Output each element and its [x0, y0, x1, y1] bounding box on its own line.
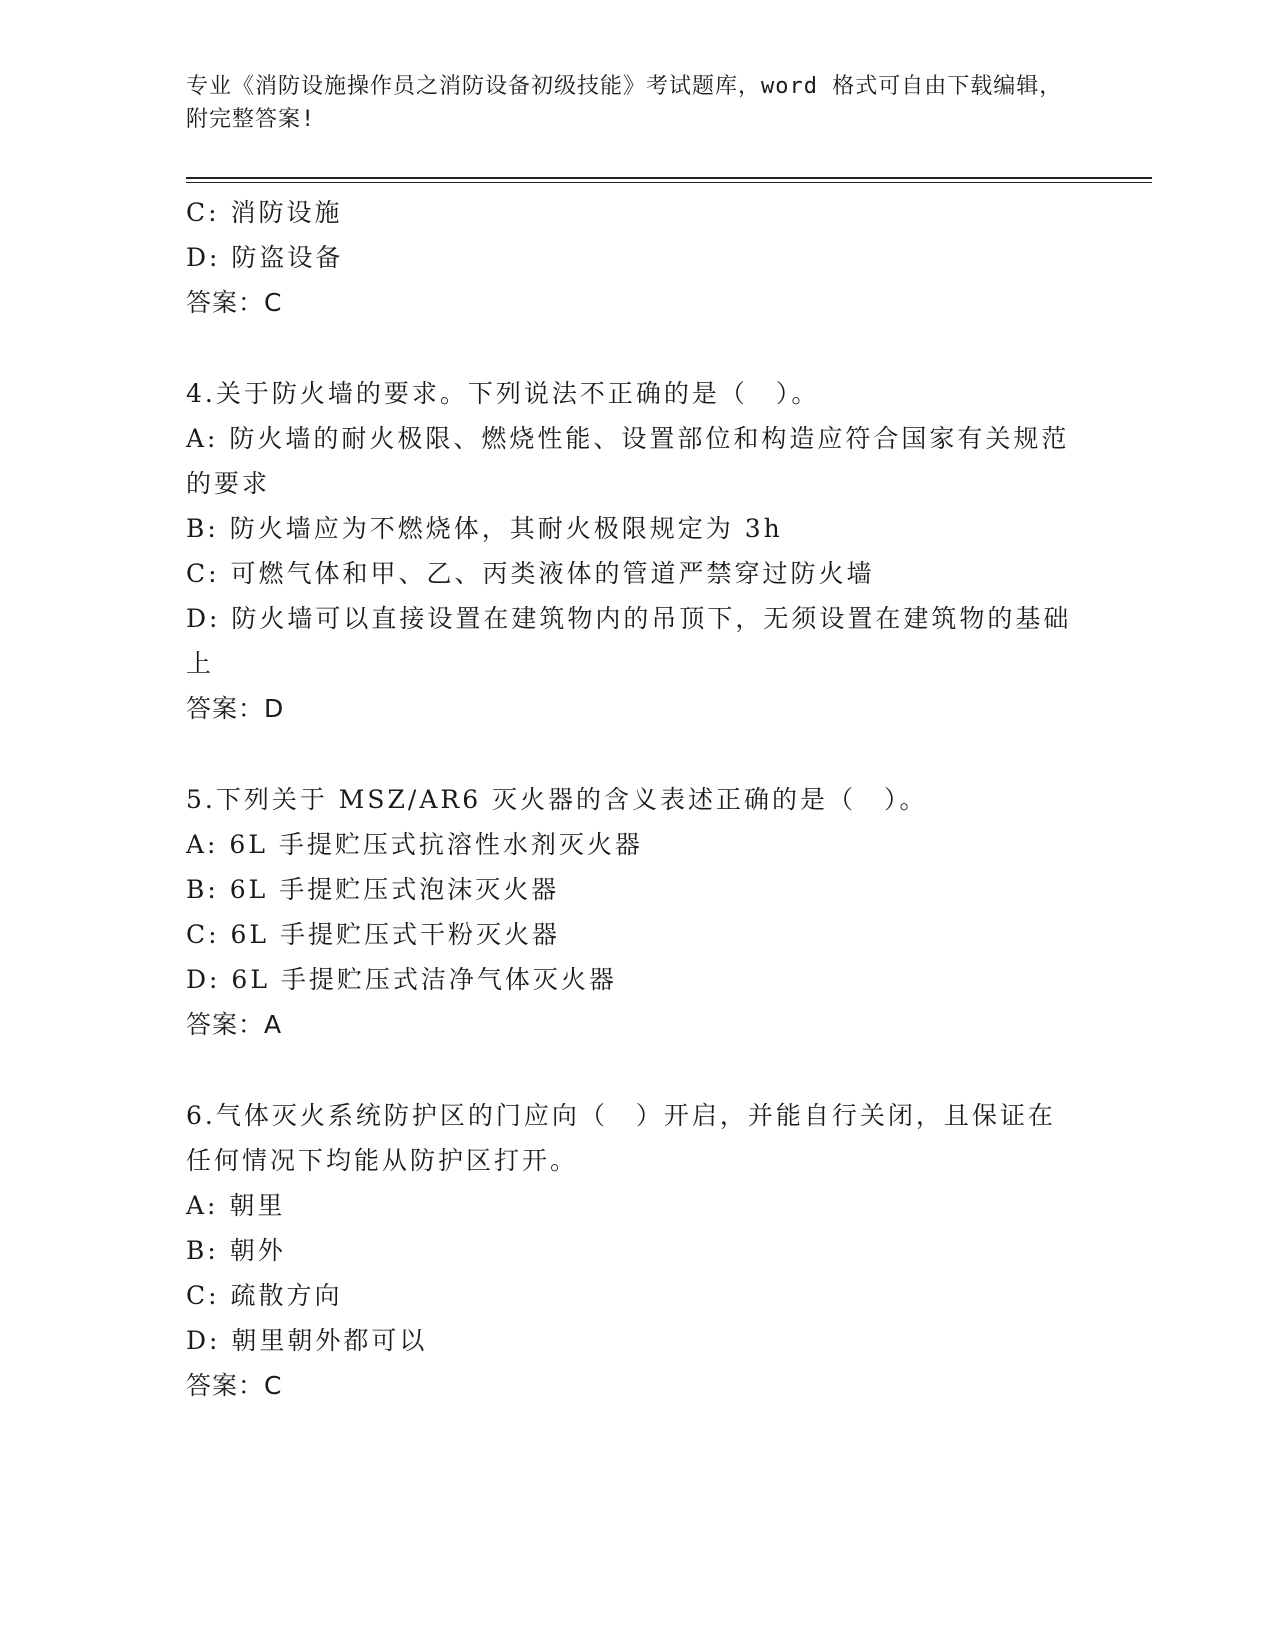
- question-text: 6.气体灭火系统防护区的门应向（ ）开启，并能自行关闭，且保证在任何情况下均能从防护区打开。: [186, 1101, 1056, 1175]
- option-b: B: 朝外: [186, 1236, 286, 1265]
- answer: 答案：D: [186, 694, 285, 723]
- answer: 答案：A: [186, 1010, 283, 1039]
- answer: 答案：C: [186, 1371, 283, 1400]
- header-rule-thin: [186, 182, 1152, 183]
- option-c: C: 消防设施: [186, 198, 343, 227]
- option-d: D: 朝里朝外都可以: [186, 1326, 428, 1355]
- question-content: [186, 190, 1076, 1408]
- option-a: A: 防火墙的耐火极限、燃烧性能、设置部位和构造应符合国家有关规范的要求: [186, 424, 1070, 498]
- option-d: D: 6L 手提贮压式洁净气体灭火器: [186, 965, 617, 994]
- option-b: B: 防火墙应为不燃烧体，其耐火极限规定为 3h: [186, 514, 783, 543]
- option-a: A: 朝里: [186, 1191, 286, 1220]
- option-c: C: 6L 手提贮压式干粉灭火器: [186, 920, 560, 949]
- question-text: 5.下列关于 MSZ/AR6 灭火器的含义表述正确的是（ ）。: [186, 785, 928, 814]
- option-c: C: 疏散方向: [186, 1281, 343, 1310]
- header-rule-thick: [186, 177, 1152, 179]
- option-d: D: 防火墙可以直接设置在建筑物内的吊顶下，无须设置在建筑物的基础上: [186, 604, 1072, 678]
- option-c: C: 可燃气体和甲、乙、丙类液体的管道严禁穿过防火墙: [186, 559, 875, 588]
- header-note: 专业《消防设施操作员之消防设备初级技能》考试题库，word 格式可自由下载编辑，附完整答案!: [186, 74, 1063, 132]
- question-block-6: [186, 1093, 1076, 1408]
- option-b: B: 6L 手提贮压式泡沫灭火器: [186, 875, 560, 904]
- question-block-5: [186, 777, 1076, 1047]
- question-text: 4.关于防火墙的要求。下列说法不正确的是（ ）。: [186, 379, 820, 408]
- option-a: A: 6L 手提贮压式抗溶性水剂灭火器: [186, 830, 643, 859]
- question-block-3-continued: [186, 190, 1076, 325]
- option-d: D: 防盗设备: [186, 243, 344, 272]
- question-block-4: [186, 371, 1076, 731]
- answer: 答案：C: [186, 288, 283, 317]
